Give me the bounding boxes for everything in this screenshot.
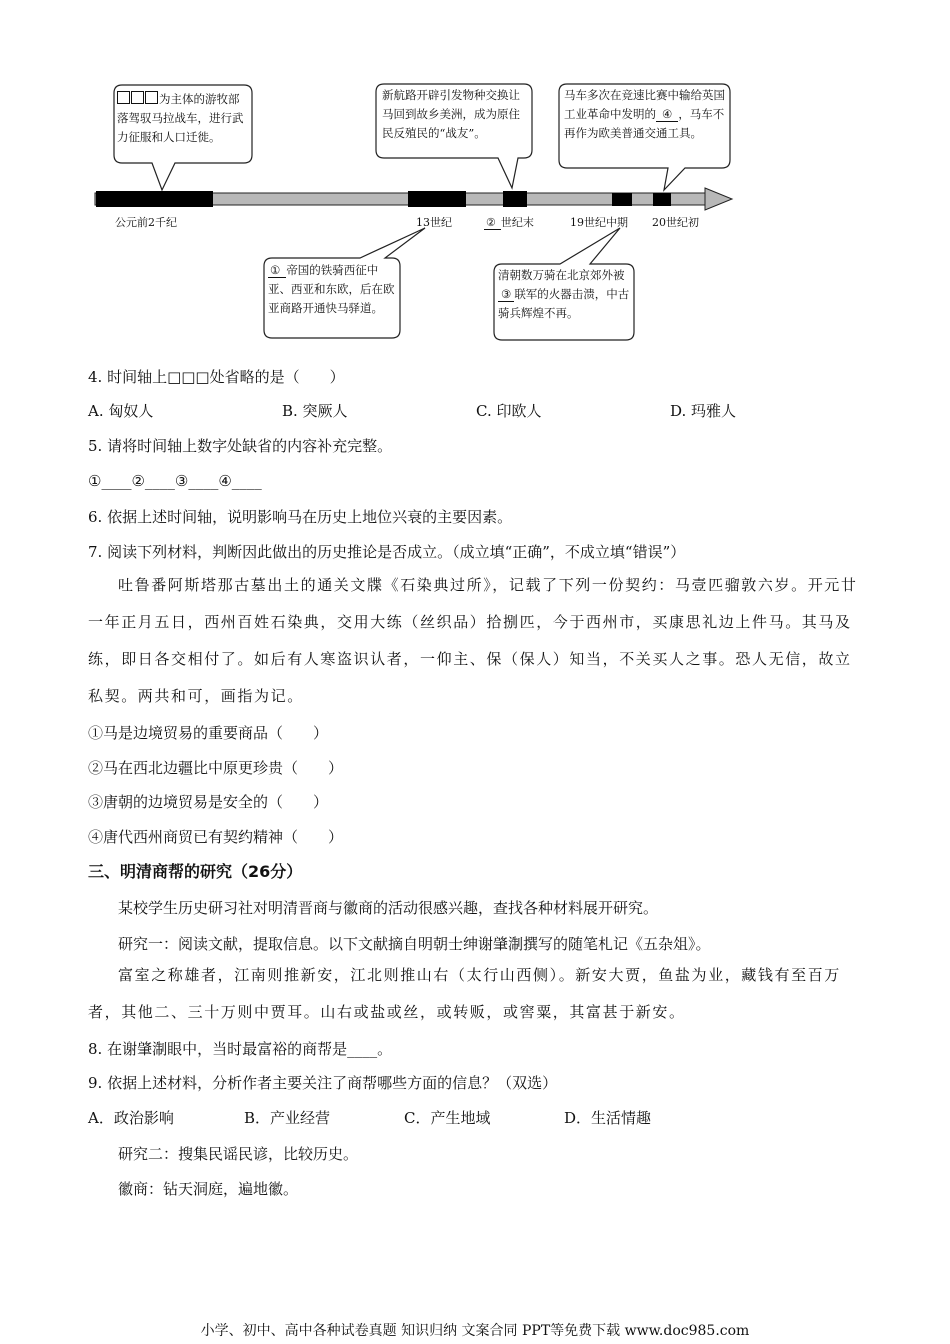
axis-label-19c: 19世纪中期: [570, 216, 628, 229]
callout-bottom1-text: 帝国的铁骑西征中亚、西亚和东欧，后在欧亚商路开通快马驿道。: [268, 263, 395, 315]
section3-huishang: 徽商：钻天洞庭，遍地徽。: [118, 1180, 299, 1198]
callout-top3-text-b: ，马车不再作为欧美普通交通工具。: [564, 107, 725, 140]
segment-century-end: [503, 191, 527, 207]
callout-top1: [117, 90, 249, 147]
omitted-squares: [117, 92, 159, 106]
q4-stem: 4. 时间轴上□□□处省略的是（ ）: [88, 368, 345, 386]
segment-13c: [408, 191, 466, 207]
q7-item-1: ①马是边境贸易的重要商品（ ）: [88, 724, 329, 742]
q6-stem: 6. 依据上述时间轴，说明影响马在历史上地位兴衰的主要因素。: [88, 508, 513, 526]
axis-label-century-end-text: 世纪末: [500, 216, 534, 229]
callout-top2-text: 新航路开辟引发物种交换让马回到故乡美洲，成为原住民反殖民的“战友”。: [382, 88, 520, 140]
segment-20c: [653, 193, 671, 206]
q4-option-a: A. 匈奴人: [88, 402, 154, 420]
q5-stem: 5. 请将时间轴上数字处缺省的内容补充完整。: [88, 437, 393, 455]
callout-bottom2: [498, 266, 630, 323]
section3-heading: 三、明清商帮的研究（26分）: [88, 862, 303, 881]
q4-option-d: D. 玛雅人: [670, 402, 737, 420]
q7-item-2: ②马在西北边疆比中原更珍贵（ ）: [88, 759, 344, 777]
q7-item-4: ④唐代西州商贸已有契约精神（ ）: [88, 828, 344, 846]
axis-label-13c: 13世纪: [416, 216, 452, 229]
callout-top3: [564, 86, 726, 143]
callout-top3-text-a: 马车多次在竞速比赛中输给英国工业革命中发明的: [564, 88, 725, 121]
page-footer: 小学、初中、高中各种试卷真题 知识归纳 文案合同 PPT等免费下载 www.doc985.com: [200, 1323, 750, 1339]
callout-top2: [382, 86, 528, 143]
segment-bc2000: [96, 191, 213, 207]
q9-option-b: B．产业经营: [244, 1109, 331, 1127]
q9-option-a: A．政治影响: [88, 1109, 174, 1127]
q7-stem: 7. 阅读下列材料，判断因此做出的历史推论是否成立。（成立填“正确”，不成立填“错误”）: [88, 543, 686, 561]
axis-label-start: 公元前2千纪: [115, 216, 177, 229]
q9-option-c: C．产生地域: [404, 1109, 491, 1127]
blank-1: ①: [268, 263, 286, 278]
axis-label-century-end: [484, 216, 534, 230]
callout-bottom1: [268, 261, 396, 318]
q7-item-3: ③唐朝的边境贸易是安全的（ ）: [88, 793, 329, 811]
section3-intro: 某校学生历史研习社对明清晋商与徽商的活动很感兴趣，查找各种材料展开研究。: [118, 899, 659, 917]
q9-option-d: D．生活情趣: [564, 1109, 652, 1127]
section3-study1: 研究一：阅读文献，提取信息。以下文献摘自明朝士绅谢肇淛撰写的随笔札记《五杂俎》。: [118, 935, 711, 953]
timeline-arrowhead: [705, 188, 732, 210]
blank-2: ②: [484, 216, 501, 230]
q9-stem: 9. 依据上述材料，分析作者主要关注了商帮哪些方面的信息？（双选）: [88, 1074, 558, 1092]
timeline-graphics: [0, 0, 950, 350]
q8-stem: 8. 在谢肇淛眼中，当时最富裕的商帮是____。: [88, 1040, 393, 1058]
q7-material: 吐鲁番阿斯塔那古墓出土的通关文牒《石染典过所》，记载了下列一份契约：马壹匹骝敦六岁。开元廿一年正月五日，西州百姓石染典，交用大练（丝织品）拾捌匹，今于西州市，买康思礼边上件马。其马及练，即日各交相付了。如后有人寒盗识认者，一仰主、保（保人）知当，不关买人之事。恐人无信，故立私契。两共和可，画指为记。: [88, 576, 858, 705]
q4-option-b: B. 突厥人: [282, 402, 348, 420]
blank-3: ③: [498, 287, 514, 302]
section3-study2: 研究二：搜集民谣民谚，比较历史。: [118, 1145, 359, 1163]
callout-bottom2-text-b: 联军的火器击溃，中古骑兵辉煌不再。: [498, 287, 630, 320]
segment-19c: [612, 193, 632, 206]
callout-top1-text: 为主体的游牧部落驾驭马拉战车，进行武力征服和人口迁徙。: [117, 92, 244, 144]
axis-label-20c: 20世纪初: [652, 216, 699, 229]
q5-blanks: ①____②____③____④____: [88, 472, 262, 490]
q4-option-c: C. 印欧人: [476, 402, 542, 420]
timeline-diagram: [0, 0, 950, 350]
blank-4: ④: [656, 107, 678, 122]
callout-bottom2-text-a: 清朝数万骑在北京郊外被: [498, 268, 625, 282]
section3-material: 富室之称雄者，江南则推新安，江北则推山右（太行山西侧）。新安大贾，鱼盐为业，藏钱有至百万者，其他二、三十万则中贾耳。山右或盐或丝，或转贩，或窖粟，其富甚于新安。: [88, 966, 841, 1021]
